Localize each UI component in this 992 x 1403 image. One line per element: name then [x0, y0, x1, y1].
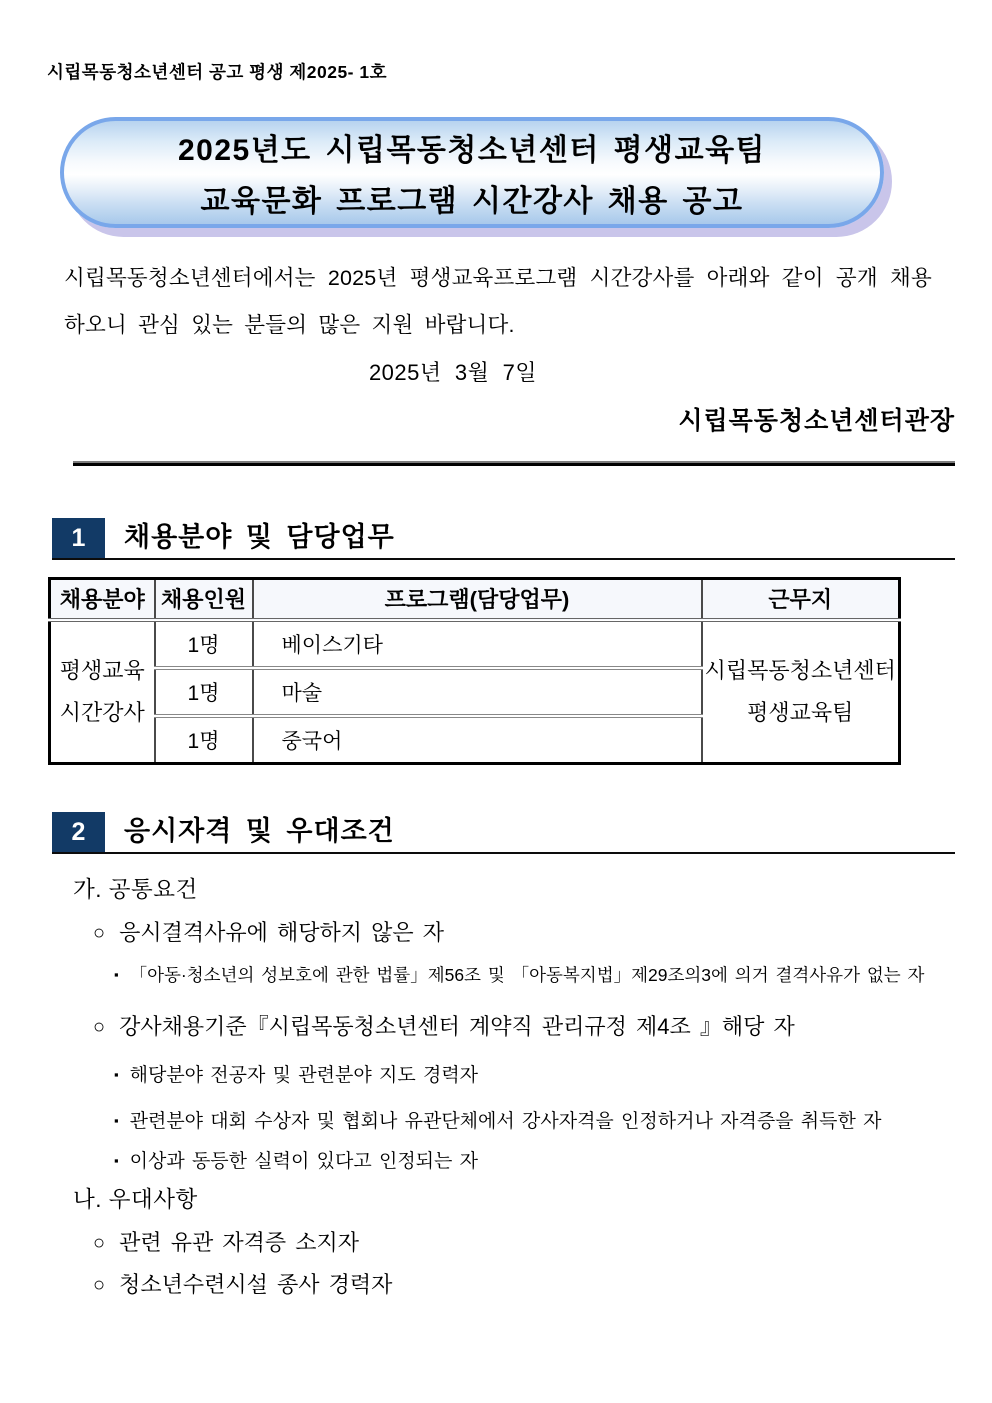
list-item	[93, 1010, 795, 1041]
field-line-1: 평생교육	[59, 657, 145, 683]
list-item	[114, 1060, 478, 1087]
list-item-text: 해당분야 전공자 및 관련분야 지도 경력자	[129, 1065, 479, 1086]
list-item	[93, 916, 444, 947]
signature-title: 시립목동청소년센터관장	[678, 407, 955, 435]
section-2-number-badge: 2	[52, 812, 105, 852]
section-1-title: 채용분야 및 담당업무	[124, 522, 395, 552]
doc-number: 시립목동청소년센터 공고 평생 제2025- 1호	[47, 62, 388, 82]
section-2-header	[52, 811, 955, 854]
workplace-cell	[702, 620, 900, 764]
square-bullet-icon: ▪	[114, 1067, 119, 1082]
col-header-count: 채용인원	[155, 579, 253, 620]
program-cell: 베이스기타	[253, 620, 702, 668]
announcement-date: 2025년 3월 7일	[368, 360, 538, 385]
square-bullet-icon: ▪	[114, 1153, 119, 1168]
program-cell: 마술	[253, 668, 702, 716]
square-bullet-icon: ▪	[114, 1113, 119, 1128]
list-group-a: 가. 공통요건	[73, 877, 198, 902]
list-item-text: 청소년수련시설 종사 경력자	[119, 1272, 393, 1297]
table-row	[50, 620, 900, 668]
circle-bullet-icon: ○	[93, 922, 106, 944]
field-line-2: 시간강사	[59, 699, 145, 725]
program-cell: 중국어	[253, 716, 702, 764]
list-item-text: 강사채용기준『시립목동청소년센터 계약직 관리규정 제4조 』해당 자	[119, 1014, 795, 1039]
field-cell	[50, 620, 155, 764]
table-header-row	[50, 579, 900, 620]
count-cell: 1명	[155, 716, 253, 764]
circle-bullet-icon: ○	[93, 1274, 106, 1296]
list-item-text: 관련 유관 자격증 소지자	[119, 1230, 359, 1255]
col-header-workplace: 근무지	[702, 579, 900, 620]
list-item-text: 이상과 동등한 실력이 있다고 인정되는 자	[129, 1151, 479, 1172]
list-item	[93, 1226, 359, 1257]
circle-bullet-icon: ○	[93, 1232, 106, 1254]
workplace-line-1: 시립목동청소년센터	[704, 657, 896, 683]
list-item	[114, 1106, 882, 1133]
recruitment-table	[48, 577, 901, 765]
list-item	[114, 962, 924, 987]
horizontal-divider	[73, 461, 955, 466]
intro-paragraph: 시립목동청소년센터에서는 2025년 평생교육프로그램 시간강사를 아래와 같이 공개 채용 하오니 관심 있는 분들의 많은 지원 바랍니다.	[64, 266, 932, 337]
title-banner	[60, 117, 884, 228]
title-line-2: 교육문화 프로그램 시간강사 채용 공고	[200, 185, 744, 218]
count-cell: 1명	[155, 620, 253, 668]
square-bullet-icon: ▪	[114, 967, 119, 982]
count-cell: 1명	[155, 668, 253, 716]
section-1-header	[52, 517, 955, 560]
list-item	[114, 1146, 478, 1173]
list-item-text: 관련분야 대회 수상자 및 협회나 유관단체에서 강사자격을 인정하거나 자격증을 취득한 자	[129, 1111, 882, 1132]
section-1-number-badge: 1	[52, 518, 105, 558]
list-item	[93, 1268, 392, 1299]
section-2-title: 응시자격 및 우대조건	[124, 816, 395, 846]
title-line-1: 2025년도 시립목동청소년센터 평생교육팀	[177, 134, 767, 167]
workplace-line-2: 평생교육팀	[747, 699, 854, 725]
list-item-text: 「아동·청소년의 성보호에 관한 법률」제56조 및 「아동복지법」제29조의3에 의거 결격사유가 없는 자	[129, 965, 925, 985]
list-item-text: 응시결격사유에 해당하지 않은 자	[119, 920, 444, 945]
list-group-b: 나. 우대사항	[73, 1187, 198, 1212]
circle-bullet-icon: ○	[93, 1016, 106, 1038]
col-header-field: 채용분야	[50, 579, 155, 620]
col-header-program: 프로그램(담당업무)	[253, 579, 702, 620]
